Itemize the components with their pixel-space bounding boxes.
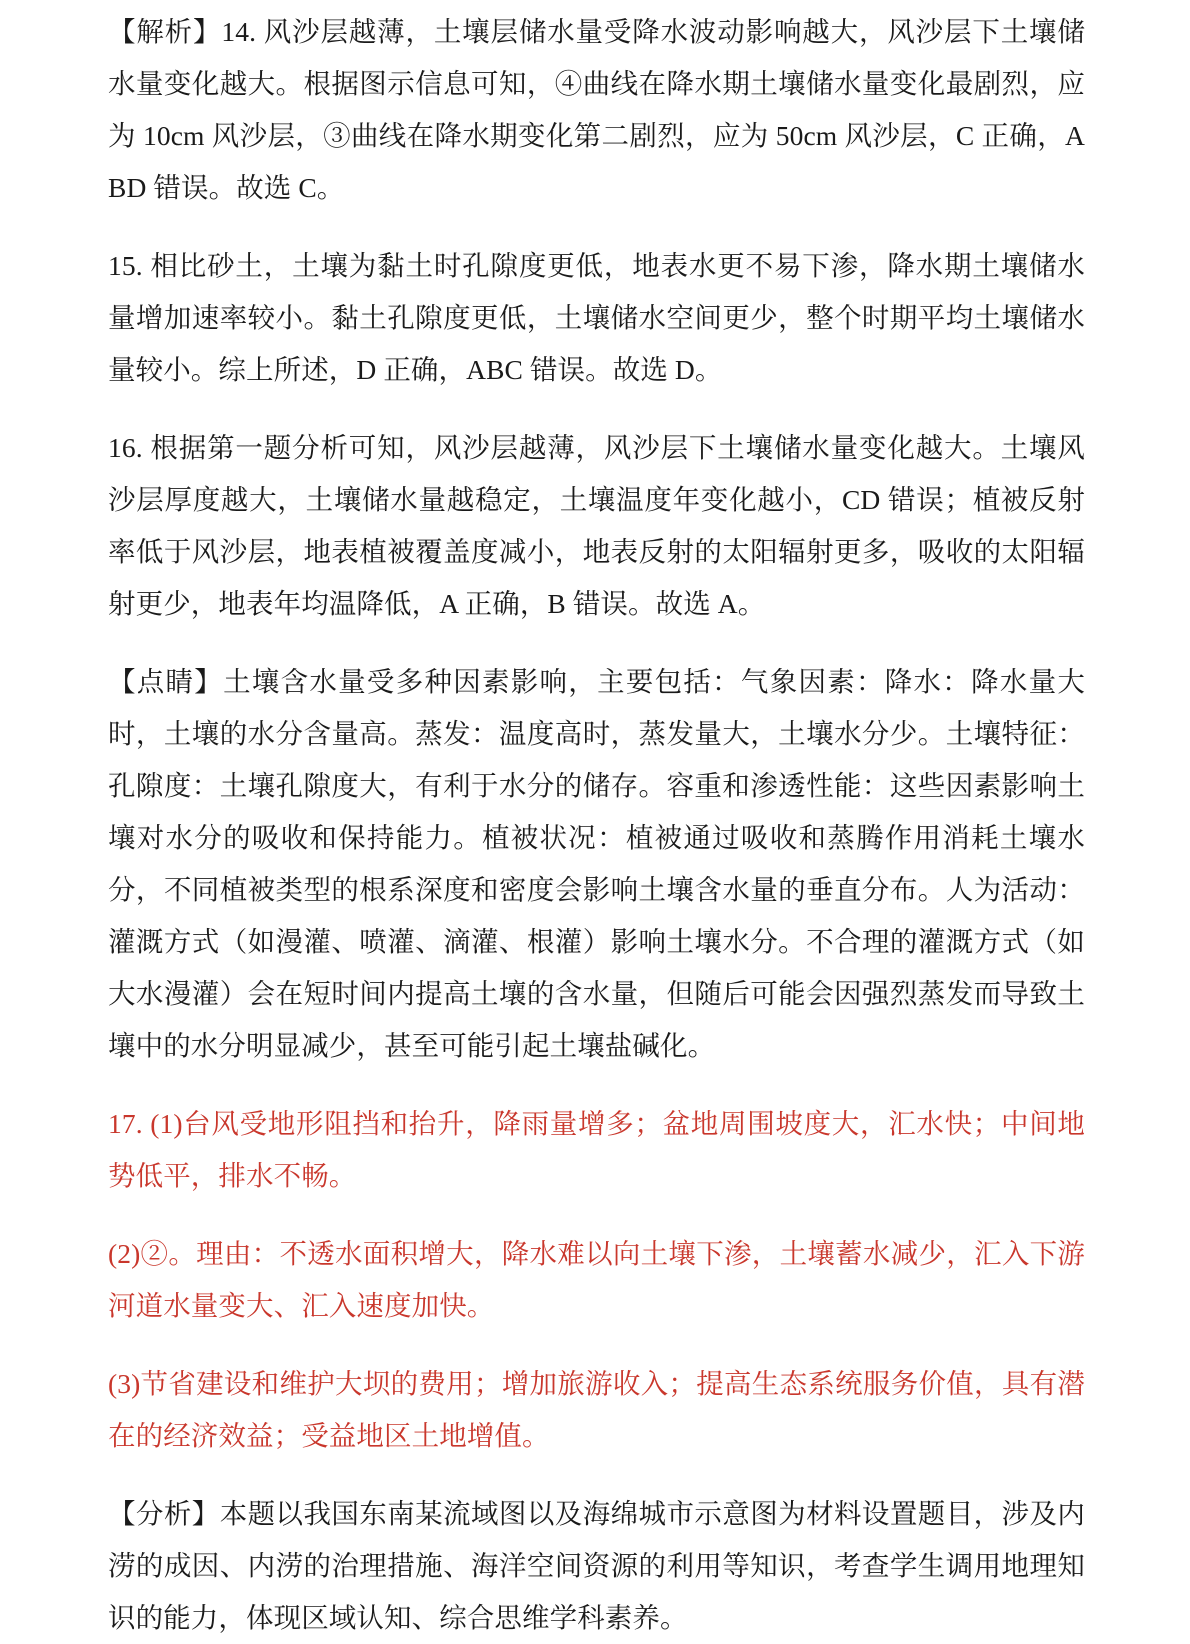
paragraph-answer-17-3: (3)节省建设和维护大坝的费用；增加旅游收入；提高生态系统服务价值，具有潜在的经济效益；受益地区土地增值。 — [108, 1368, 1085, 1451]
paragraph-explanation-15: 15. 相比砂土，土壤为黏土时孔隙度更低，地表水更不易下渗，降水期土壤储水量增加速率较小。黏土孔隙度更低，土壤储水空间更少，整个时期平均土壤储水量较小。综上所述，D 正确，ABC 错误。故选 D。 — [108, 250, 1085, 385]
paragraph-answer-17-1: 17. (1)台风受地形阻挡和抬升，降雨量增多；盆地周围坡度大，汇水快；中间地势低平，排水不畅。 — [108, 1108, 1085, 1191]
paragraph-analysis-fenxi: 【分析】本题以我国东南某流域图以及海绵城市示意图为材料设置题目，涉及内涝的成因、内涝的治理措施、海洋空间资源的利用等知识，考查学生调用地理知识的能力，体现区域认知、综合思维学科素养。 — [108, 1498, 1085, 1633]
paragraph-explanation-14: 【解析】14. 风沙层越薄，土壤层储水量受降水波动影响越大，风沙层下土壤储水量变化越大。根据图示信息可知，④曲线在降水期土壤储水量变化最剧烈，应为 10cm 风沙层，③曲线在降水期变化第二剧烈，应为 50cm 风沙层，C 正确，ABD 错误。故选 C。 — [108, 16, 1085, 203]
paragraph-answer-17-2: (2)②。理由：不透水面积增大，降水难以向土壤下渗，土壤蓄水减少，汇入下游河道水量变大、汇入速度加快。 — [108, 1238, 1085, 1321]
paragraph-explanation-16: 16. 根据第一题分析可知，风沙层越薄，风沙层下土壤储水量变化越大。土壤风沙层厚度越大，土壤储水量越稳定，土壤温度年变化越小，CD 错误；植被反射率低于风沙层，地表植被覆盖度减小，地表反射的太阳辐射更多，吸收的太阳辐射更少，地表年均温降低，A 正确，B 错误。故选 A。 — [108, 432, 1085, 619]
paragraph-key-point-dianjing: 【点睛】土壤含水量受多种因素影响，主要包括：气象因素：降水：降水量大时，土壤的水分含量高。蒸发：温度高时，蒸发量大，土壤水分少。土壤特征：孔隙度：土壤孔隙度大，有利于水分的储存。容重和渗透性能：这些因素影响土壤对水分的吸收和保持能力。植被状况：植被通过吸收和蒸腾作用消耗土壤水分，不同植被类型的根系深度和密度会影响土壤含水量的垂直分布。人为活动：灌溉方式（如漫灌、喷灌、滴灌、根灌）影响土壤水分。不合理的灌溉方式（如大水漫灌）会在短时间内提高土壤的含水量，但随后可能会因强烈蒸发而导致土壤中的水分明显减少，甚至可能引起土壤盐碱化。 — [108, 666, 1085, 1061]
